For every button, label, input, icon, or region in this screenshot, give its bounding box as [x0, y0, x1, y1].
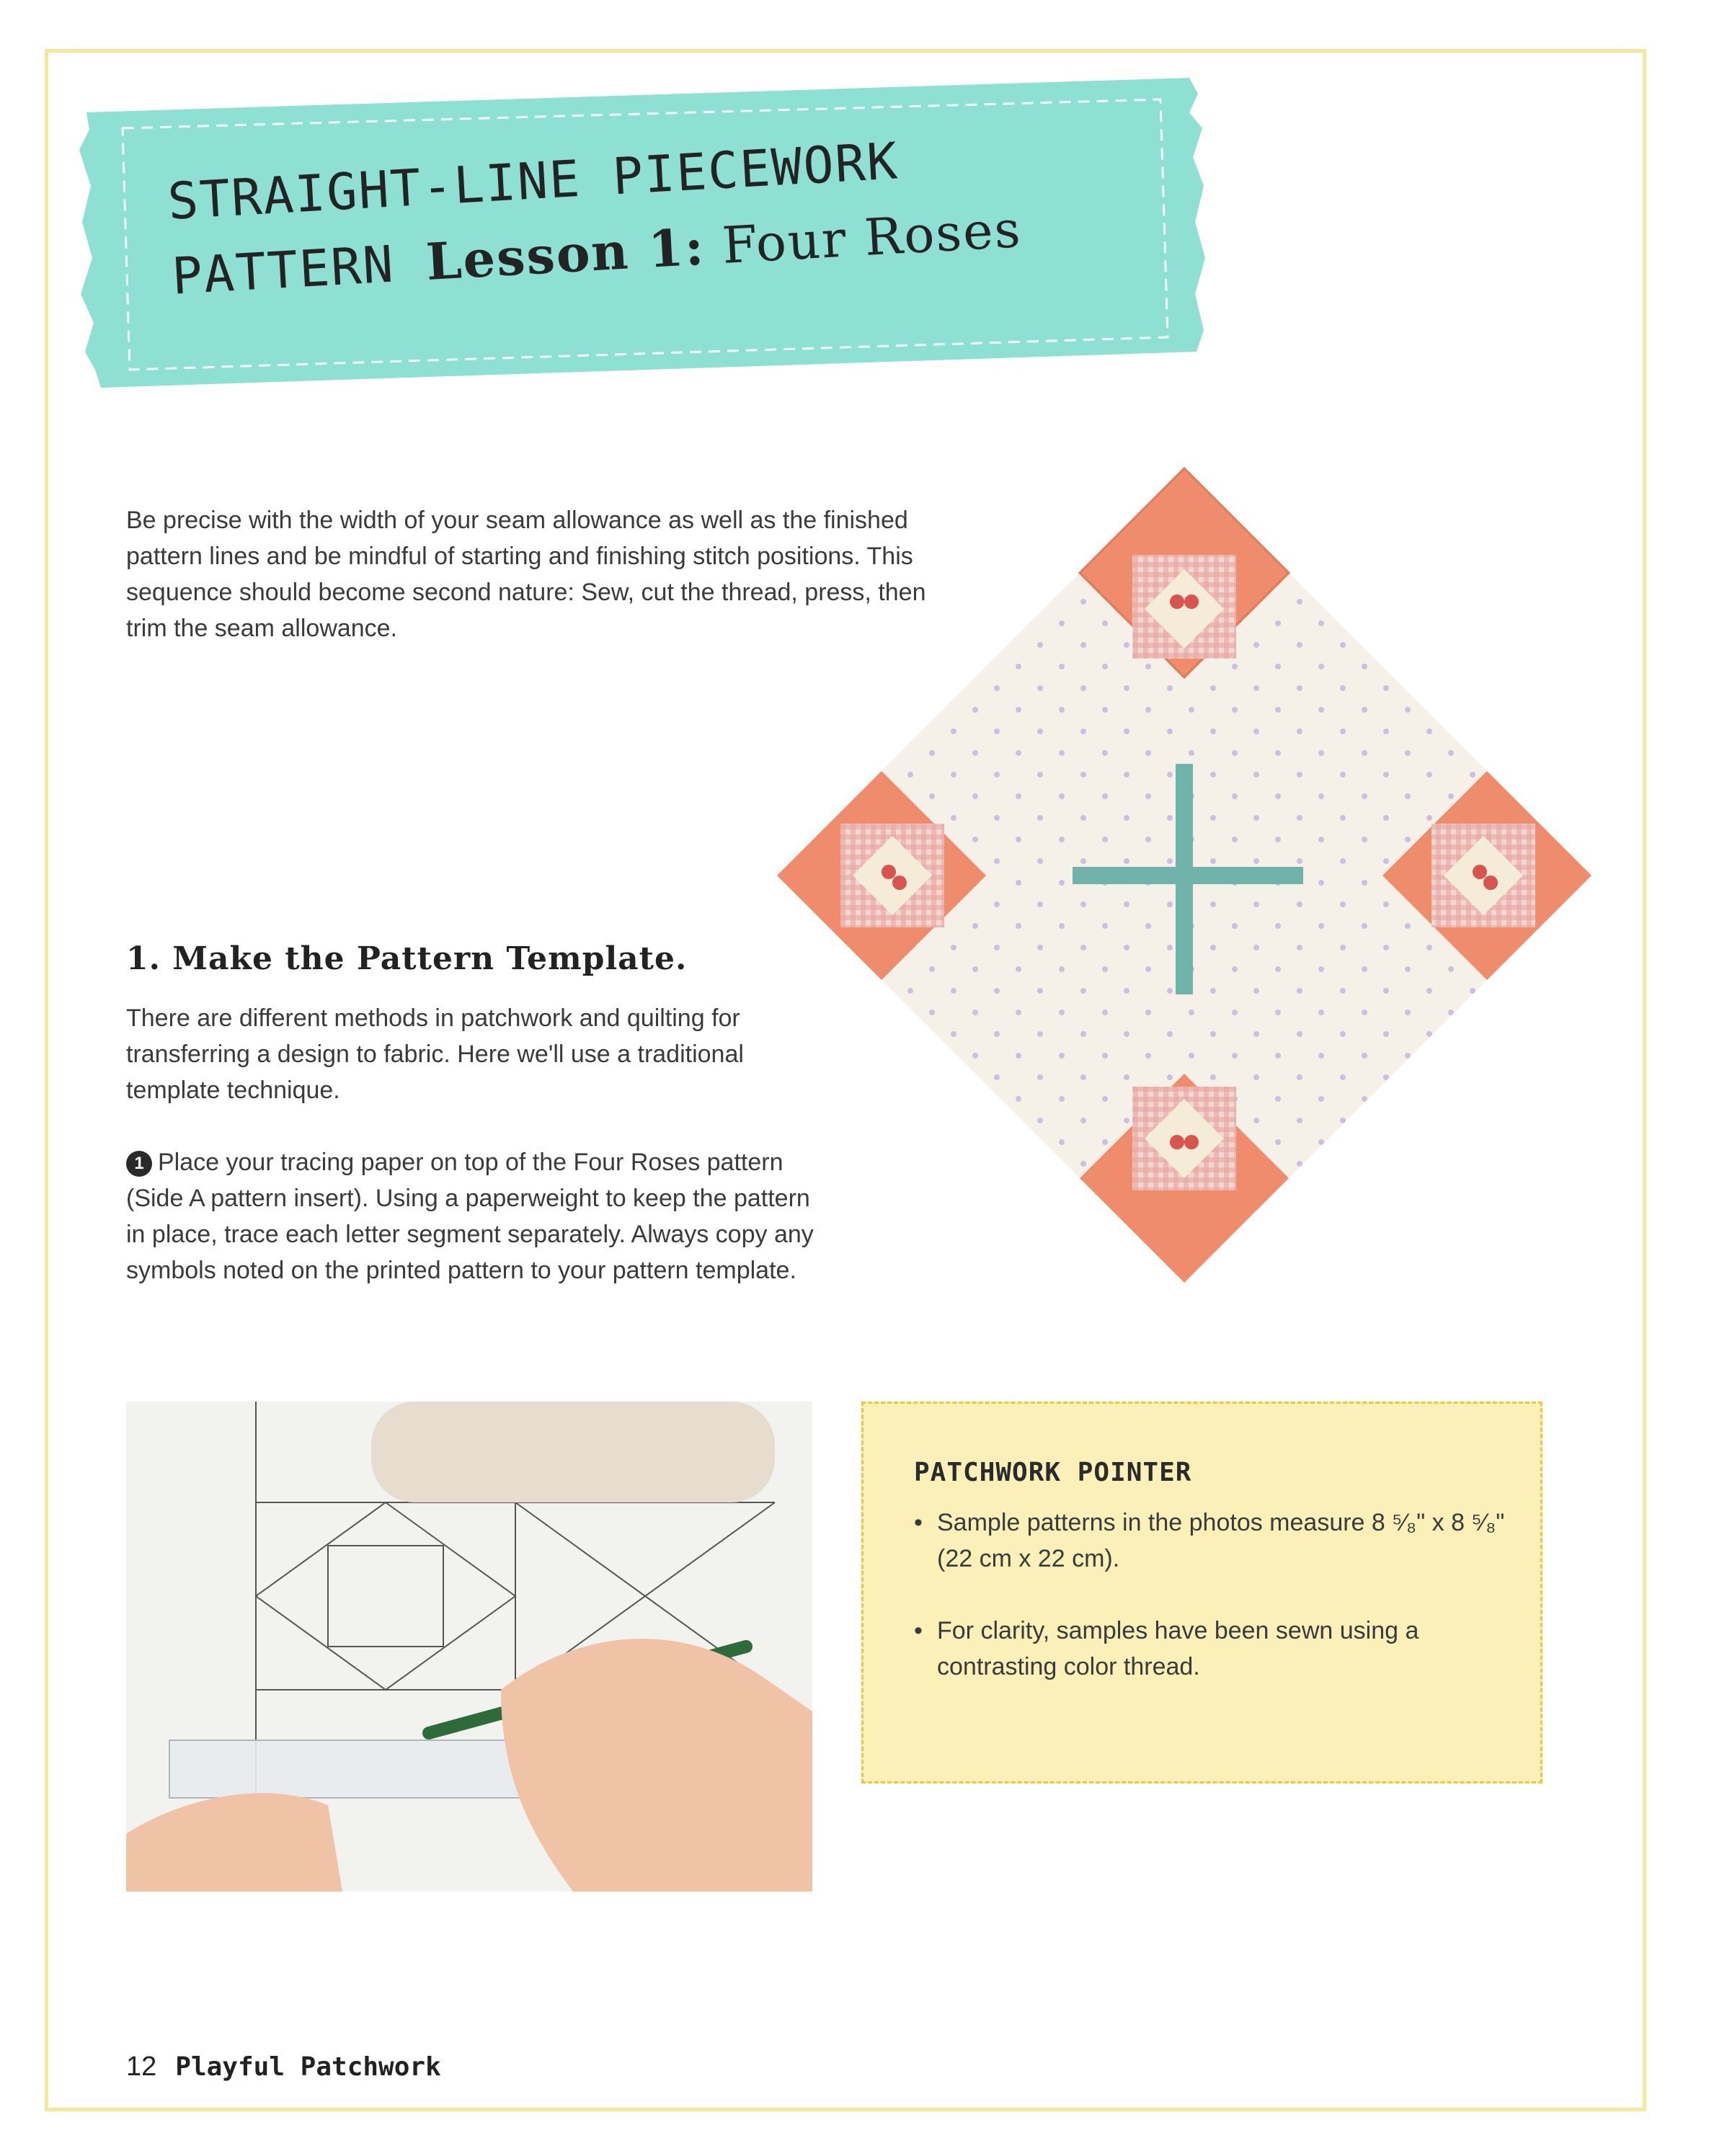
- title-banner: [79, 78, 1207, 388]
- title-prefix: PATTERN: [170, 233, 428, 306]
- tracing-photo: [126, 1402, 812, 1892]
- page-footer: [126, 2050, 441, 2082]
- rose-icon: [1473, 865, 1487, 879]
- section-paragraph: There are different methods in patchwork and quilting for transferring a design to fabric. Here we'll use a traditional template technique.: [126, 1004, 744, 1104]
- lesson-label: Lesson 1:: [424, 216, 707, 292]
- book-title: Playful Patchwork: [175, 2052, 441, 2082]
- patchwork-pointer-box: [861, 1402, 1542, 1783]
- step-number-badge: 1: [126, 1151, 152, 1177]
- title-line-1: STRAIGHT-LINE PIECEWORK: [166, 131, 900, 231]
- pointer-list: [914, 1505, 1505, 1721]
- pointer-title: PATCHWORK POINTER: [914, 1458, 1192, 1487]
- rose-icon: [882, 865, 896, 879]
- quilt-block: [777, 468, 1592, 1283]
- page-number: 12: [126, 2052, 157, 2082]
- section-heading: 1. Make the Pattern Template.: [126, 940, 688, 977]
- paperweight: [371, 1402, 775, 1502]
- intro-paragraph: Be precise with the width of your seam allowance as well as the finished pattern lines and be mindful of starting and finishing stitch positions. This sequence should become second nature: Sew, cut the thread, press, then trim the seam allowance.: [126, 507, 926, 642]
- lesson-title: Four Roses: [703, 199, 1024, 277]
- rose-icon: [1170, 594, 1184, 609]
- four-roses-quilt-photo: [770, 461, 1599, 1290]
- teal-cross-horizontal: [1073, 867, 1303, 884]
- pointer-item: • For clarity, samples have been sewn using a contrasting color thread.: [914, 1613, 1505, 1685]
- step-text: Place your tracing paper on top of the Four Roses pattern (Side A pattern insert). Using a paperweight to keep the pattern in place, trace each letter segment separately. Always copy any symbols noted on the printed pattern to your pattern template.: [126, 1149, 814, 1284]
- rose-icon: [1170, 1135, 1184, 1149]
- step-paragraph: [126, 1144, 818, 1288]
- pointer-item: • Sample patterns in the photos measure 8 ⁵⁄₈" x 8 ⁵⁄₈" (22 cm x 22 cm).: [914, 1505, 1505, 1577]
